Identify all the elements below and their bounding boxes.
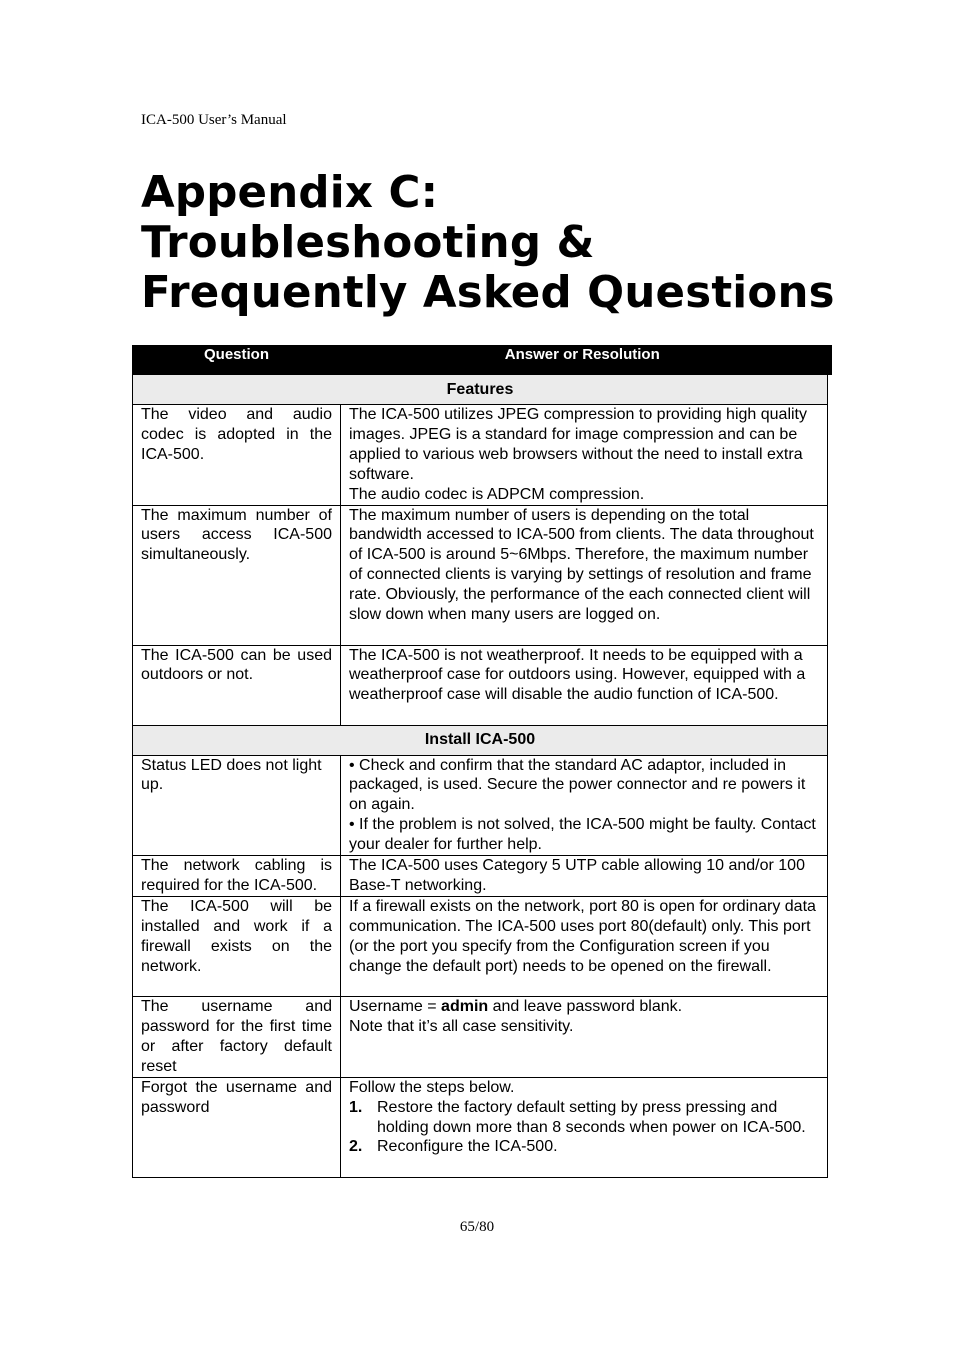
default-username: admin — [441, 998, 489, 1016]
running-header: ICA-500 User’s Manual — [141, 112, 287, 128]
answer-text: The audio codec is ADPCM compression. — [349, 485, 645, 503]
step-text: Restore the factory default setting by press pressing and holding down more than 8 seconds when power on ICA-500. — [377, 1098, 806, 1136]
table-row — [133, 505, 828, 645]
table-row — [133, 997, 828, 1078]
section-row-install — [133, 725, 828, 755]
table-row — [133, 755, 828, 856]
answer-cell — [341, 1077, 828, 1177]
question-cell: The ICA-500 can be used outdoors or not. — [133, 645, 341, 725]
table-row — [133, 856, 828, 897]
answer-cell — [341, 897, 828, 997]
section-title: Features — [133, 375, 828, 405]
column-header-question: Question — [133, 346, 341, 375]
steps-list — [349, 1098, 819, 1158]
column-header-answer: Answer or Resolution — [341, 346, 828, 375]
question-cell: The maximum number of users access ICA-500 simultaneously. — [133, 505, 341, 645]
page-title: Appendix C: Troubleshooting & Frequently Asked Questions — [141, 168, 835, 318]
section-row-features — [133, 375, 828, 405]
step-number: 2. — [349, 1138, 363, 1156]
answer-text: If a firewall exists on the network, port 80 is open for ordinary data communication. The ICA-500 uses port 80(default) only. This port (or the port you specify from the Configuration screen if you change the default port) needs to be opened on the firewall. — [349, 898, 816, 975]
answer-cell — [341, 997, 828, 1078]
question-cell: The username and password for the first time or after factory default reset — [133, 997, 341, 1078]
section-title: Install ICA-500 — [133, 725, 828, 755]
question-cell: Status LED does not light up. — [133, 755, 341, 856]
table-row — [133, 897, 828, 997]
question-cell: Forgot the username and password — [133, 1077, 341, 1177]
list-item — [349, 1098, 819, 1138]
answer-cell — [341, 645, 828, 725]
answer-cell — [341, 856, 828, 897]
faq-table — [132, 345, 832, 1178]
list-item — [349, 1137, 819, 1157]
answer-intro: Follow the steps below. — [349, 1078, 515, 1096]
answer-cell — [341, 505, 828, 645]
page-number: 65/80 — [459, 1219, 495, 1235]
answer-text: • Check and confirm that the standard AC adaptor, included in packaged, is used. Secure the power connector and re powers it on again. — [349, 756, 806, 814]
step-number: 1. — [349, 1098, 363, 1116]
answer-text-suffix: and leave password blank. — [488, 998, 683, 1016]
answer-text: The ICA-500 uses Category 5 UTP cable allowing 10 and/or 100 Base-T networking. — [349, 857, 805, 894]
table-header-row — [133, 346, 828, 375]
answer-text-prefix: Username = — [349, 998, 442, 1016]
question-cell: The ICA-500 will be installed and work if a firewall exists on the network. — [133, 897, 341, 997]
answer-cell — [341, 755, 828, 856]
table-row — [133, 645, 828, 725]
step-text: Reconfigure the ICA-500. — [377, 1138, 558, 1156]
answer-cell — [341, 405, 828, 506]
answer-text — [349, 997, 819, 1017]
table-row — [133, 1077, 828, 1177]
answer-text: The ICA-500 is not weatherproof. It needs to be equipped with a weatherproof case for outdoors using. However, equipped with a weatherproof case will disable the audio function of ICA-500. — [349, 646, 806, 704]
question-cell: The network cabling is required for the ICA-500. — [133, 856, 341, 897]
answer-text: • If the problem is not solved, the ICA-500 might be faulty. Contact your dealer for further help. — [349, 816, 816, 854]
answer-text: The maximum number of users is depending on the total bandwidth accessed to ICA-500 from clients. The data throughout of ICA-500 is around 5~6Mbps. Therefore, the maximum number of connected clients is varying by settings of resolution and frame rate. Obviously, the performance of the each connected client will slow down when many users are logged on. — [349, 506, 814, 624]
table-row — [133, 405, 828, 506]
question-cell: The video and audio codec is adopted in the ICA-500. — [133, 405, 341, 506]
answer-text: The ICA-500 utilizes JPEG compression to providing high quality images. JPEG is a standard for image compression and can be applied to various web browsers without the need to install extra software. — [349, 406, 807, 483]
answer-note: Note that it’s all case sensitivity. — [349, 1017, 574, 1035]
